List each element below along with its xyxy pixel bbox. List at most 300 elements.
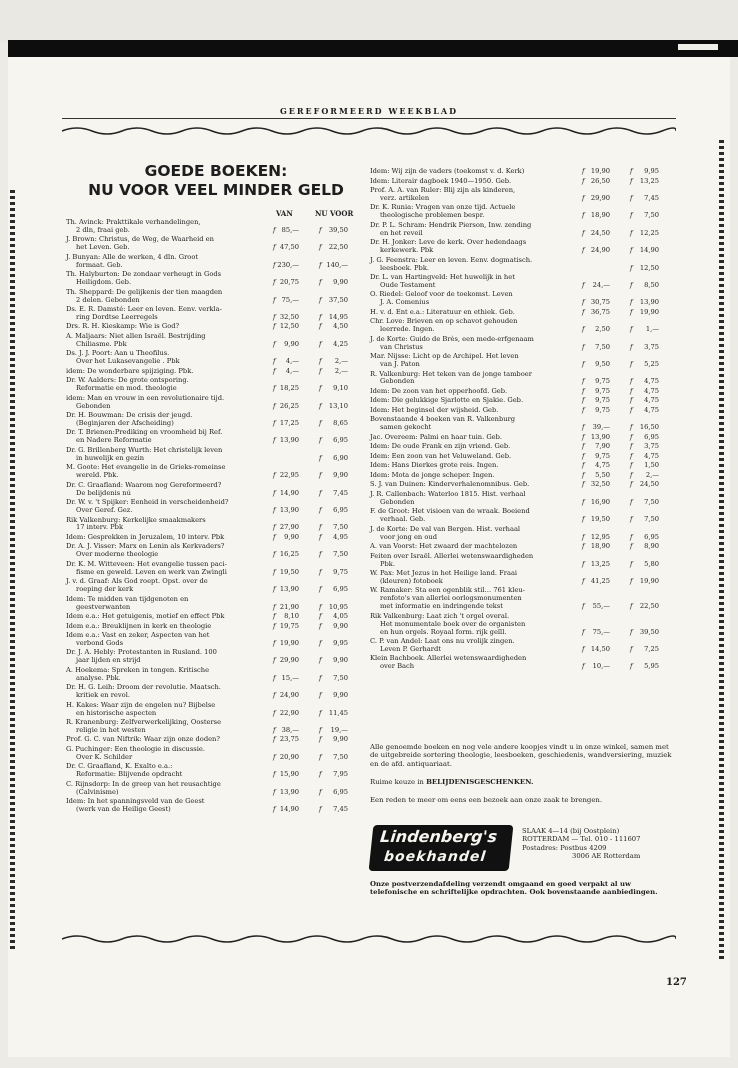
- currency-symbol: f: [319, 357, 322, 366]
- book-title: Idem: Hans Dierkes grote reis. Ingen.: [370, 461, 499, 470]
- book-title-continued: voor jong en oud: [380, 532, 437, 541]
- currency-symbol: f: [319, 673, 322, 682]
- book-item: [66, 798, 362, 814]
- price-now: 4,75: [644, 451, 659, 460]
- currency-symbol: f: [319, 471, 322, 480]
- book-item: [370, 443, 680, 451]
- price-was: 10,—: [592, 662, 610, 671]
- currency-symbol: f: [630, 342, 633, 351]
- currency-symbol: f: [273, 787, 276, 796]
- price-now: 6,90: [333, 453, 348, 462]
- currency-symbol: f: [630, 228, 633, 237]
- price-was: 85,—: [281, 225, 299, 234]
- book-title-continued: Gebonden: [380, 377, 415, 386]
- currency-symbol: f: [273, 384, 276, 393]
- currency-symbol: f: [319, 295, 322, 304]
- top-wavy-rule: [62, 124, 676, 138]
- price-was: 4,—: [285, 357, 299, 366]
- price-was: 14,90: [279, 805, 299, 814]
- book-title: Dr. C. Graafland: Waarom nog Gereformeerd?: [66, 480, 222, 489]
- currency-symbol: f: [582, 246, 585, 255]
- currency-symbol: f: [630, 176, 633, 185]
- book-item: [66, 254, 362, 270]
- currency-symbol: f: [319, 567, 322, 576]
- book-item: [66, 412, 362, 428]
- book-title: Th. Avinck: Prakttikale verhandelingen,: [66, 218, 201, 226]
- currency-symbol: f: [582, 470, 585, 479]
- book-item: [66, 219, 362, 235]
- price-now: 7,50: [644, 211, 659, 220]
- column-header-nu-voor: NU VOOR: [315, 209, 354, 218]
- book-title: Idem: Die gelukkige Sjarlotte en Sjakie. Geb.: [370, 396, 524, 405]
- price-now: 9,10: [333, 384, 348, 393]
- ad-title-line2: NU VOOR VEEL MINDER GELD: [88, 181, 344, 199]
- price-now: 7,50: [333, 752, 348, 761]
- price-was: 22,95: [279, 471, 299, 480]
- currency-symbol: f: [582, 176, 585, 185]
- price-was: 9,90: [284, 339, 299, 348]
- book-title: Idem: In het spanningsveld van de Geest: [66, 797, 205, 806]
- price-was: 36,75: [590, 307, 610, 316]
- price-now: 6,95: [644, 432, 659, 441]
- book-title: Dr. H. Jonker: Leve de kerk. Over hedendaags: [370, 238, 527, 247]
- price-now: 12,50: [639, 263, 659, 272]
- currency-symbol: f: [319, 735, 322, 744]
- book-title: Ds. J. J. Poort: Aan u Theofilus.: [66, 349, 170, 358]
- currency-symbol: f: [273, 295, 276, 304]
- book-item: [66, 596, 362, 612]
- price-was: 32,50: [279, 312, 299, 321]
- price-now: 4,75: [644, 377, 659, 386]
- book-title-continued: en hun orgels. Royaal form. rijk geïll.: [380, 627, 507, 636]
- currency-symbol: f: [273, 488, 276, 497]
- price-now: 8,90: [644, 542, 659, 551]
- book-item: [66, 746, 362, 762]
- price-was: 13,90: [279, 585, 299, 594]
- book-title: Dr. H. Bouwman: De crisis der jeugd.: [66, 411, 193, 420]
- book-title-continued: geestverwanten: [76, 602, 131, 611]
- currency-symbol: f: [630, 644, 633, 653]
- price-now: 7,25: [644, 644, 659, 653]
- price-now: 8,65: [333, 418, 348, 427]
- book-item: [66, 499, 362, 515]
- book-item: [66, 429, 362, 445]
- currency-symbol: f: [630, 662, 633, 671]
- address-line4: 3006 AE Rotterdam: [572, 851, 641, 860]
- price-was: 13,90: [279, 787, 299, 796]
- book-title-continued: Het monumentale boek over de organisten: [380, 619, 526, 628]
- currency-symbol: f: [582, 532, 585, 541]
- price-now: 16,50: [639, 423, 659, 432]
- bottom-wavy-rule: [62, 932, 676, 946]
- currency-symbol: f: [273, 612, 276, 621]
- book-item: [370, 257, 680, 273]
- currency-symbol: f: [582, 325, 585, 334]
- book-item: [370, 655, 680, 671]
- book-item: [66, 236, 362, 252]
- currency-symbol: f: [319, 805, 322, 814]
- price-now: 1,50: [644, 461, 659, 470]
- price-was: 18,90: [590, 542, 610, 551]
- price-was: 30,75: [590, 298, 610, 307]
- currency-symbol: f: [273, 471, 276, 480]
- book-item: [370, 613, 680, 637]
- price-now: 3,75: [644, 342, 659, 351]
- currency-symbol: f: [319, 339, 322, 348]
- currency-symbol: f: [582, 396, 585, 405]
- price-now: 5,80: [644, 559, 659, 568]
- book-item: [370, 508, 680, 524]
- price-now: 7,45: [333, 488, 348, 497]
- price-was: 32,50: [590, 480, 610, 489]
- currency-symbol: f: [582, 576, 585, 585]
- price-was: 13,90: [279, 436, 299, 445]
- book-item: [66, 667, 362, 683]
- currency-symbol: f: [273, 752, 276, 761]
- currency-symbol: f: [319, 656, 322, 665]
- book-item: [370, 543, 680, 551]
- price-now: 2,—: [334, 366, 348, 375]
- book-title: R. Kranenburg: Zelfverwerkelijking, Oosterse: [66, 718, 222, 727]
- price-was: 18,25: [279, 384, 299, 393]
- book-item: [370, 570, 680, 586]
- currency-symbol: f: [273, 366, 276, 375]
- currency-symbol: f: [630, 298, 633, 307]
- book-item: [66, 289, 362, 305]
- currency-symbol: f: [630, 211, 633, 220]
- currency-symbol: f: [273, 567, 276, 576]
- book-title: A. Hoekema: Spreken in tongen. Kritische: [66, 665, 210, 674]
- price-now: 39,50: [639, 627, 659, 636]
- currency-symbol: f: [630, 280, 633, 289]
- book-title: C. P. van Andel: Laat ons nu vrolijk zingen.: [370, 637, 515, 646]
- price-now: 2,—: [334, 357, 348, 366]
- price-was: 13,90: [590, 432, 610, 441]
- currency-symbol: f: [273, 436, 276, 445]
- currency-symbol: f: [273, 278, 276, 287]
- book-item: [66, 684, 362, 700]
- currency-symbol: f: [319, 488, 322, 497]
- currency-symbol: f: [582, 442, 585, 451]
- price-was: 20,75: [279, 278, 299, 287]
- book-item: [370, 178, 680, 186]
- currency-symbol: f: [582, 377, 585, 386]
- currency-symbol: f: [630, 167, 633, 175]
- price-was: 47,50: [279, 243, 299, 252]
- book-title-continued: leesboek. Pbk.: [380, 263, 430, 272]
- scan-margin: [0, 0, 738, 42]
- currency-symbol: f: [630, 193, 633, 202]
- book-title-continued: Oude Testament: [380, 280, 436, 289]
- book-title: Th. Sheppard: De gelijkenis der tien maagden: [66, 287, 223, 296]
- currency-symbol: f: [630, 246, 633, 255]
- price-was: 15,—: [281, 673, 299, 682]
- book-item: [370, 472, 680, 480]
- book-title: W. Pax: Met Jezus in het Heilige land. Fraai: [370, 569, 518, 577]
- currency-symbol: f: [630, 423, 633, 432]
- book-title-continued: fisme en geweld. Leven en werk van Zwingli: [76, 567, 227, 576]
- book-title: Dr. L. van Hartingveld: Het huwelijk in het: [370, 273, 515, 282]
- book-item: [66, 395, 362, 411]
- book-item: [370, 371, 680, 387]
- price-was: 9,90: [284, 532, 299, 541]
- book-item: [66, 543, 362, 559]
- currency-symbol: f: [273, 506, 276, 514]
- book-title: idem: Man en vrouw in een revolutionaire tijd.: [66, 393, 225, 402]
- currency-symbol: f: [273, 322, 276, 331]
- book-title-continued: Over moderne theologie: [76, 550, 159, 559]
- book-title-continued: ring Dordtse Leerregels: [76, 312, 158, 321]
- currency-symbol: f: [273, 673, 276, 682]
- book-title: Idem: Het beginsel der wijsheid. Geb.: [370, 405, 499, 414]
- currency-symbol: f: [582, 451, 585, 460]
- currency-symbol: f: [582, 542, 585, 551]
- currency-symbol: f: [319, 312, 322, 321]
- logo-line2: boekhandel: [383, 849, 488, 865]
- book-title: Rik Valkenburg: Kerkelijke smaakmakers: [66, 515, 206, 524]
- currency-symbol: f: [582, 432, 585, 441]
- book-title: Jac. Overeem: Palmi en haar tuin. Geb.: [370, 432, 503, 441]
- book-title-continued: over Bach: [380, 662, 415, 671]
- book-title: Idem: Mota de jonge scheper. Ingen.: [370, 470, 495, 479]
- price-now: 4,05: [333, 612, 348, 621]
- book-title: Dr. W. v. 't Spijker: Eenheid in verscheidenheid?: [66, 498, 229, 507]
- book-title-continued: verbond Gods: [76, 638, 124, 647]
- price-was: 23,75: [279, 735, 299, 744]
- book-item: [66, 323, 362, 331]
- left-price-list: [66, 219, 362, 816]
- price-now: 24,50: [639, 480, 659, 489]
- book-title-continued: kritiek en revol.: [76, 691, 130, 700]
- currency-symbol: f: [630, 451, 633, 460]
- book-title-continued: Heiligdom. Geb.: [76, 278, 132, 287]
- price-now: 4,95: [333, 532, 348, 541]
- currency-symbol: f: [319, 366, 322, 375]
- book-item: [66, 350, 362, 366]
- currency-symbol: f: [319, 453, 322, 462]
- book-title-continued: verhaal. Geb.: [380, 515, 426, 524]
- currency-symbol: f: [319, 243, 322, 252]
- price-was: 75,—: [592, 627, 610, 636]
- currency-symbol: f: [630, 377, 633, 386]
- book-item: [66, 517, 362, 533]
- book-title: Idem e.a.: Vast en zeker, Aspecten van het: [66, 631, 210, 640]
- scan-edge-notch: [678, 44, 718, 50]
- book-item: [66, 719, 362, 735]
- price-was: 24,—: [592, 280, 610, 289]
- book-title-continued: 2 delen. Gebonden: [76, 295, 140, 304]
- book-title-continued: Pbk.: [380, 559, 395, 568]
- currency-symbol: f: [582, 480, 585, 489]
- price-now: 12,25: [639, 228, 659, 237]
- book-title: Prof. A. A. van Ruler: Blij zijn als kinderen,: [370, 186, 516, 194]
- currency-symbol: f: [582, 193, 585, 202]
- book-title: J. Brown: Christus, de Weg, de Waarheid en: [66, 235, 214, 244]
- book-item: [370, 309, 680, 317]
- book-title: Idem: Te midden van tijdgenoten en: [66, 594, 189, 603]
- book-item: [370, 239, 680, 255]
- price-was: 5,50: [595, 470, 610, 479]
- price-now: 9,90: [333, 471, 348, 480]
- price-was: 75,—: [281, 295, 299, 304]
- right-dotted-border: [719, 140, 724, 960]
- address-line1: SLAAK 4—14 (bij Oostplein): [522, 827, 620, 835]
- price-was: 24,90: [279, 691, 299, 700]
- book-item: [66, 333, 362, 349]
- book-title-continued: 2 dln, fraai geb.: [76, 225, 130, 234]
- header-rule: [62, 118, 676, 119]
- price-now: 7,50: [333, 673, 348, 682]
- book-item: [370, 204, 680, 220]
- price-now: 2,—: [645, 470, 659, 479]
- currency-symbol: f: [630, 542, 633, 551]
- price-now: 9,90: [333, 656, 348, 665]
- book-title-continued: in huwelijk en gezin: [76, 453, 144, 462]
- currency-symbol: f: [319, 708, 322, 717]
- currency-symbol: f: [630, 497, 633, 506]
- column-header-van: VAN: [276, 209, 293, 218]
- book-item: [66, 781, 362, 797]
- book-title-continued: Gebonden: [76, 401, 111, 410]
- book-title-continued: samen gekocht: [380, 423, 432, 432]
- book-item: [370, 388, 680, 396]
- price-was: 4,—: [285, 366, 299, 375]
- book-item: [66, 623, 362, 631]
- book-title-continued: (Beginjaren der Afscheiding): [76, 418, 174, 427]
- currency-symbol: f: [319, 752, 322, 761]
- book-title: Dr. C. Graafland, K. Exalto e.a.:: [66, 762, 173, 771]
- shop-address: [522, 827, 640, 860]
- price-was: 24,90: [590, 246, 610, 255]
- currency-symbol: f: [319, 506, 322, 514]
- book-title-continued: religie in het westen: [76, 725, 146, 734]
- price-now: 22,50: [328, 243, 348, 252]
- currency-symbol: f: [630, 532, 633, 541]
- left-dotted-border: [10, 190, 15, 950]
- currency-symbol: f: [273, 532, 276, 541]
- book-title-continued: formaat. Geb.: [76, 260, 123, 269]
- book-title-continued: theologische problemen bespr.: [380, 211, 485, 220]
- price-now: 1,—: [645, 325, 659, 334]
- book-title: Idem: De oude Frank en zijn vriend. Geb.: [370, 442, 511, 451]
- book-item: [370, 491, 680, 507]
- book-title: R. Valkenburg: Het teken van de jonge tamboer: [370, 369, 532, 378]
- bookshop-logo: [369, 825, 514, 871]
- book-title-continued: met informatie en indringende tekst: [380, 602, 503, 611]
- currency-symbol: f: [319, 612, 322, 621]
- book-title: idem: De wonderbare spijziging. Pbk.: [66, 366, 194, 375]
- price-now: 4,25: [333, 339, 348, 348]
- currency-symbol: f: [582, 211, 585, 220]
- book-title: H. v. d. Ent e.a.: Literatuur en ethiek. Geb.: [370, 307, 515, 316]
- book-item: [66, 271, 362, 287]
- price-now: 9,90: [333, 621, 348, 630]
- book-item: [66, 377, 362, 393]
- book-title: Chr. Love: Brieven en op schavot gehouden: [370, 317, 518, 326]
- currency-symbol: f: [582, 360, 585, 369]
- price-now: 6,95: [333, 506, 348, 514]
- book-title: J. de Korte: Guido de Brès, een mede-erfgenaam: [370, 334, 534, 343]
- book-title-continued: wereld. Pbk.: [76, 471, 119, 480]
- currency-symbol: f: [319, 523, 322, 532]
- book-title: Dr. K. Runia: Vragen van onze tijd. Actuele: [370, 203, 516, 212]
- book-title-continued: J. A. Comenius: [380, 298, 430, 307]
- book-item: [66, 368, 362, 376]
- currency-symbol: f: [630, 470, 633, 479]
- book-title: A. Maljaars: Niet allen Israël. Bestrijding: [66, 331, 206, 340]
- price-was: 8,10: [284, 612, 299, 621]
- book-title: J. de Korte: De val van Bergen. Hist. verhaal: [370, 524, 521, 533]
- book-title-continued: (werk van de Heilige Geest): [76, 805, 171, 814]
- currency-symbol: f: [582, 644, 585, 653]
- page-number: 127: [666, 977, 687, 988]
- currency-symbol: f: [319, 532, 322, 541]
- currency-symbol: f: [273, 735, 276, 744]
- currency-symbol: f: [630, 263, 633, 272]
- price-was: 9,75: [595, 405, 610, 414]
- price-was: 14,50: [590, 644, 610, 653]
- price-now: 9,90: [333, 735, 348, 744]
- book-title: Idem e.a.: Het getuigenis, motief en effect Pbk: [66, 612, 225, 621]
- book-item: [370, 526, 680, 542]
- currency-symbol: f: [630, 515, 633, 524]
- scan-edge-bar: [8, 40, 738, 57]
- logo-line1: Lindenberg's: [379, 827, 499, 846]
- book-item: [370, 397, 680, 405]
- currency-symbol: f: [273, 638, 276, 647]
- book-title-continued: van Christus: [380, 342, 423, 351]
- price-was: 19,90: [279, 638, 299, 647]
- price-was: 24,50: [590, 228, 610, 237]
- currency-symbol: f: [630, 386, 633, 395]
- gift-notice-bold: BELIJDENISGESCHENKEN.: [426, 778, 534, 786]
- price-now: 4,50: [333, 322, 348, 331]
- price-was: 39,—: [592, 423, 610, 432]
- currency-symbol: f: [582, 461, 585, 470]
- book-item: [66, 702, 362, 718]
- price-now: 6,95: [333, 787, 348, 796]
- book-title: Dr. P. L. Schram: Hendrik Pierson, Inw. zending: [370, 220, 532, 229]
- currency-symbol: f: [273, 550, 276, 559]
- book-title-continued: (kleuren) fotoboek: [380, 576, 443, 585]
- price-was: 15,90: [279, 770, 299, 779]
- price-now: 5,95: [644, 662, 659, 671]
- currency-symbol: f: [630, 432, 633, 441]
- currency-symbol: f: [319, 621, 322, 630]
- currency-symbol: f: [273, 708, 276, 717]
- currency-symbol: f: [273, 656, 276, 665]
- book-title: Rik Valkenburg: Laat zich 't orgel overal.: [370, 611, 510, 620]
- currency-symbol: f: [582, 515, 585, 524]
- mail-order-notice: Onze postverzendafdeling verzendt omgaand en goed verpakt al uw telefonische en schriftelijke opdrachten. Ook bovenstaande aanbiedingen.: [370, 880, 658, 897]
- price-now: 4,75: [644, 405, 659, 414]
- currency-symbol: f: [273, 418, 276, 427]
- price-was: 4,75: [595, 461, 610, 470]
- currency-symbol: f: [319, 550, 322, 559]
- currency-symbol: f: [273, 339, 276, 348]
- book-title-continued: Over Geref. Gez.: [76, 506, 133, 514]
- book-title: Dr. T. Brienen:Prediking en vroomheid bij Ref.: [66, 428, 223, 437]
- book-title: Idem: Literair dagboek 1940—1950. Geb.: [370, 176, 512, 185]
- book-title: A. van Voorst: Het zwaard der machtelozen: [370, 542, 518, 551]
- book-title: Dr. J. A. Hebly: Protestanten in Rusland. 100: [66, 648, 217, 657]
- currency-symbol: f: [582, 342, 585, 351]
- book-title-continued: Over K. Schilder: [76, 752, 133, 761]
- price-now: 140,—: [326, 260, 348, 269]
- book-item: [66, 613, 362, 621]
- book-title: Dr. G. Brillenberg Wurth: Het christelijk leven: [66, 445, 223, 454]
- price-was: 12,95: [590, 532, 610, 541]
